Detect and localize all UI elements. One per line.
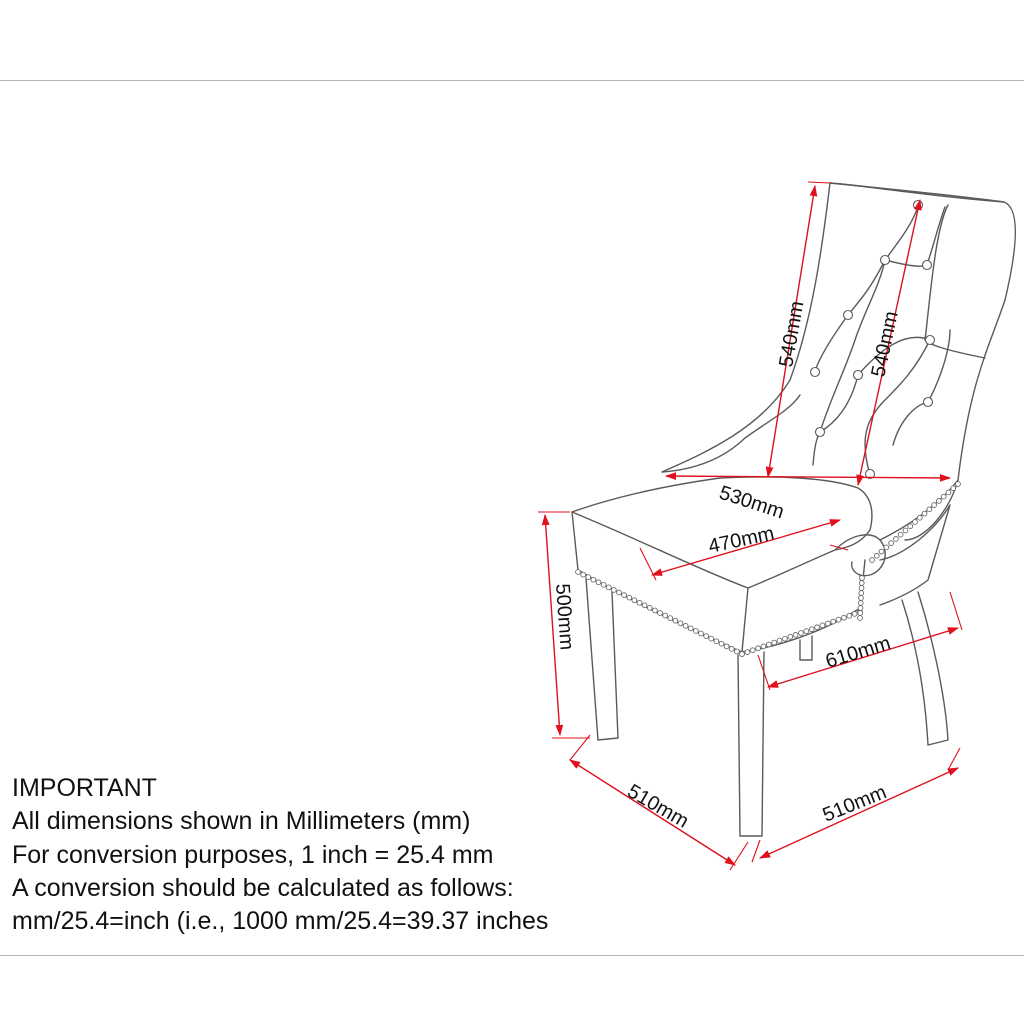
front-left-leg xyxy=(586,578,618,740)
nailhead-stud xyxy=(714,639,719,644)
nailhead-stud xyxy=(678,621,683,626)
seat-height-label: 500mm xyxy=(551,582,578,651)
nailhead-stud xyxy=(601,582,606,587)
nailhead-stud xyxy=(889,541,894,546)
note-line-formula: mm/25.4=inch (i.e., 1000 mm/25.4=39.37 inches xyxy=(12,907,549,936)
nailhead-stud xyxy=(893,536,898,541)
nailhead-stud xyxy=(596,580,601,585)
seat-width-label: 470mm xyxy=(706,522,777,558)
nailhead-stud xyxy=(627,595,632,600)
nailhead-stud xyxy=(632,598,637,603)
nailhead-stud xyxy=(860,576,865,581)
nailhead-stud xyxy=(729,646,734,651)
seat-side-apron xyxy=(742,560,865,652)
nailhead-stud xyxy=(688,626,693,631)
dimension-lines xyxy=(538,182,962,870)
nailhead-stud xyxy=(859,596,864,601)
rear-left-leg xyxy=(800,636,812,660)
nailhead-stud xyxy=(884,545,889,550)
nailhead-stud xyxy=(734,649,739,654)
nailhead-stud xyxy=(756,646,761,651)
overall-depth-label: 610mm xyxy=(823,632,894,673)
nailhead-stud xyxy=(913,520,918,525)
nailhead-stud xyxy=(852,612,857,617)
nailhead-stud xyxy=(606,585,611,590)
nailhead-stud xyxy=(825,621,830,626)
nailhead-stud xyxy=(622,593,627,598)
nailhead-stud xyxy=(903,528,908,533)
nailhead-stud xyxy=(709,636,714,641)
note-line-conversion: For conversion purposes, 1 inch = 25.4 mm xyxy=(12,840,494,869)
nailhead-stud xyxy=(658,611,663,616)
nailhead-stud xyxy=(874,553,879,558)
nailhead-stud xyxy=(611,588,616,593)
nailhead-stud xyxy=(750,648,755,653)
nailhead-stud xyxy=(799,631,804,636)
nailhead-stud xyxy=(724,644,729,649)
nailhead-stud xyxy=(858,616,863,621)
nailhead-stud xyxy=(581,572,586,577)
nailhead-stud xyxy=(652,608,657,613)
rear-right-leg xyxy=(902,592,948,745)
nailhead-stud xyxy=(637,600,642,605)
front-right-leg xyxy=(738,652,764,836)
backrest-outline xyxy=(662,183,1015,540)
nailhead-stud xyxy=(922,511,927,516)
important-note xyxy=(12,772,652,938)
back-height-right-label: 540mm xyxy=(867,309,903,380)
nailhead-stud xyxy=(842,615,847,620)
nailhead-stud xyxy=(859,591,864,596)
nailhead-stud xyxy=(591,577,596,582)
nailhead-stud xyxy=(719,641,724,646)
nailhead-stud xyxy=(858,611,863,616)
nailhead-stud xyxy=(917,515,922,520)
nailhead-stud xyxy=(783,636,788,641)
nailhead-stud xyxy=(766,642,771,647)
nailhead-stud xyxy=(586,575,591,580)
nailhead-stud xyxy=(761,644,766,649)
nailhead-stud xyxy=(740,652,745,657)
note-title: IMPORTANT xyxy=(12,774,157,802)
nailhead-stud xyxy=(870,558,875,563)
nailhead-stud xyxy=(693,629,698,634)
nailhead-stud xyxy=(788,634,793,639)
backrest-inner-edge xyxy=(925,205,985,358)
nailhead-stud xyxy=(777,638,782,643)
nailhead-stud xyxy=(647,605,652,610)
nailhead-stud xyxy=(858,601,863,606)
back-width-arrow xyxy=(666,476,950,478)
nailhead-stud xyxy=(745,650,750,655)
chair-drawing xyxy=(572,183,1015,836)
nailhead-stud xyxy=(956,482,961,487)
base-width-left-label: 510mm xyxy=(623,780,693,833)
nailhead-stud xyxy=(673,618,678,623)
nailhead-stud xyxy=(859,586,864,591)
nailhead-stud xyxy=(804,629,809,634)
note-line-units: All dimensions shown in Millimeters (mm) xyxy=(12,807,471,836)
nailhead-stud xyxy=(859,581,864,586)
note-line-formula-intro: A conversion should be calculated as follows: xyxy=(12,873,514,902)
back-width-label: 530mm xyxy=(716,481,787,524)
nailhead-stud xyxy=(699,631,704,636)
nailhead-stud xyxy=(946,490,951,495)
nailhead-stud xyxy=(793,633,798,638)
tuft-buttons xyxy=(811,201,935,479)
nailhead-stud xyxy=(704,634,709,639)
nailhead-stud xyxy=(642,603,647,608)
nailhead-stud xyxy=(772,640,777,645)
nailhead-stud xyxy=(831,619,836,624)
nailhead-stud xyxy=(663,613,668,618)
back-height-left-label: 540mm xyxy=(775,299,809,369)
nailhead-stud xyxy=(898,532,903,537)
backrest-top-edge xyxy=(830,183,1004,202)
nailhead-stud xyxy=(668,616,673,621)
nailhead-stud xyxy=(927,507,932,512)
nailhead-stud xyxy=(683,623,688,628)
nailhead-stud xyxy=(908,524,913,529)
nailhead-stud xyxy=(809,627,814,632)
nailhead-stud xyxy=(879,549,884,554)
nailhead-stud xyxy=(941,494,946,499)
nailhead-stud xyxy=(617,590,622,595)
nailhead-stud xyxy=(836,617,841,622)
nailhead-stud xyxy=(847,613,852,618)
nailhead-stud xyxy=(932,503,937,508)
nailhead-stud xyxy=(820,623,825,628)
nailhead-stud xyxy=(858,606,863,611)
base-width-right-label: 510mm xyxy=(819,781,890,827)
nailhead-stud xyxy=(936,498,941,503)
nailhead-stud xyxy=(815,625,820,630)
nailhead-stud xyxy=(576,570,581,575)
nailhead-stud xyxy=(951,486,956,491)
